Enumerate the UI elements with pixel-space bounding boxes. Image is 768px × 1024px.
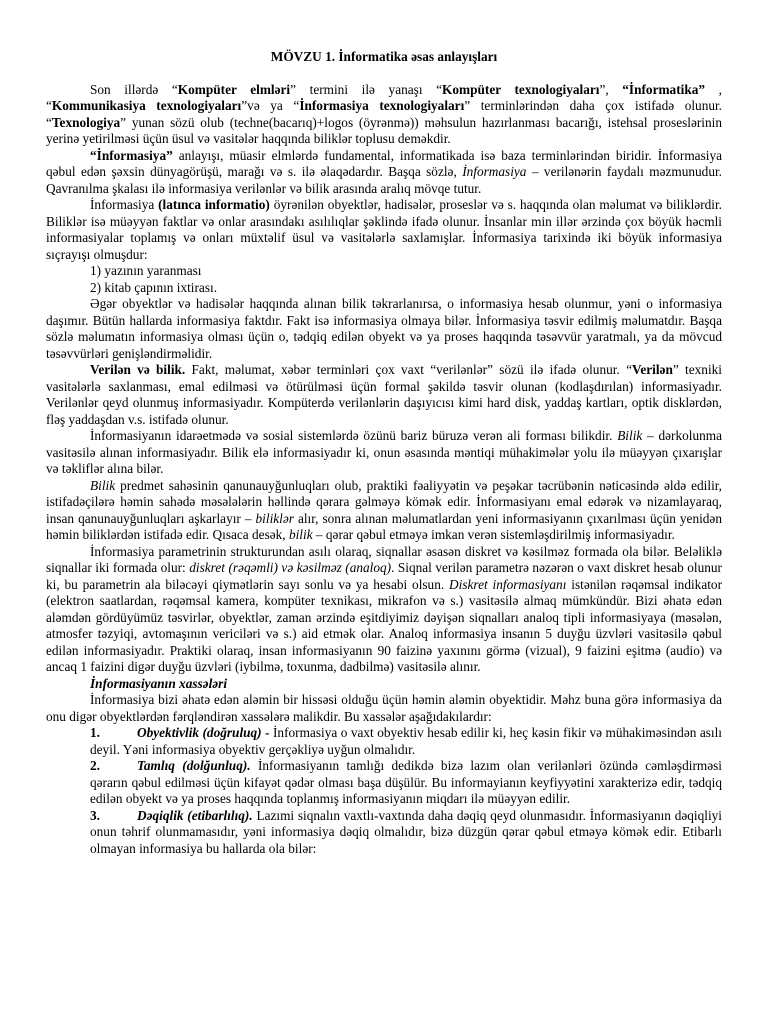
property-item-accuracy [46, 808, 722, 858]
text-run: ” termini ilə yanaşı “ [290, 81, 443, 97]
text-run: öyrənilən obyektlər, hadisələr, proseslər və s. haqqında olan məlumat və biliklərdir. Biliklər isə müəyyən faktlar və onlar arasındakı asılılıqlar şəklində ifadə olunur. İnsanlar min illər ərzində çox böyük həcmli informasiyalar toplamış və onları müxtəlif üsul və vasitələrlə saxlamışlar. İnformasiya tarixində iki böyük informasiya sıçrayışı olmuşdur: [46, 197, 722, 262]
text-run: ”, [599, 81, 623, 97]
text-run: istənilən rəqəmsal indikator (elektron saatlardan, rəqəmsal kamera, kompüter texnikası, mikrafon və s.) vasitəsilə almaq mümkündür. Bizi əhatə edən aləmdən gördüyümüz təsvirlər, obyektlər, zaman ərzində eşitdiyimiz dəyişən siqnalları analoq tipli informasiyaya (məsələn, atmosfer təzyiqi, avtomaşının vericiləri və s.) aid etmək olar. Analoq informasiya insanın 5 duyğu üzvləri vasitəsilə qəbul edilən informasiyadır. Praktiki olaraq, insan informasiyanın 90 faizinə yaxınını görmə (vizual), 9 faizini eşitmə (audio) və ancaq 1 faizini digər duyğu üzvləri (iybilmə, toxunma, dadbilmə) vasitəsilə alınır. [46, 576, 722, 674]
text-run: ” texniki vasitələrlə saxlanması, emal edilməsi və ötürülməsi üçün formal şəkildə təsvir olunan (kodlaşdırılan) informasiyadır. Verilənlər qeyd olunmuş informasiyadır. Kompüterdə verilənlərin daşıyıcısı kimi hard disk, yaddaş kartları, optik disklərdən, fləş yaddaşdan v.s. istifadə olunur. [46, 362, 722, 427]
text-run: Lazımi siqnalın vaxtlı-vaxtında daha dəqiq qeyd olunmasıdır. İnformasiyanın dəqiqliyi onun təhrif olunmamasıdır, yəni informasiya dəqiq olmalıdır, bizə düzgün qərar qəbul etməyə kömək edir. Etibarlı olmayan informasiya bu hallarda ola bilər: [90, 807, 722, 856]
text-run: İnformasiyanın idarəetmədə və sosial sistemlərdə özünü bariz büruzə verən ali forması bilikdir. [90, 428, 618, 443]
property-text [90, 758, 722, 806]
paragraph-data-knowledge [46, 362, 722, 428]
list-item-2: 2) kitab çapının ixtirası. [90, 279, 218, 295]
property-item-objectivity [46, 725, 722, 758]
bold-term: Obyektivlik (doğruluq) - [137, 725, 270, 740]
bold-term: Tamlıq (dolğunluq). [137, 758, 251, 773]
bold-term: “İnformasiya” [90, 147, 173, 163]
property-number: 3. [90, 807, 100, 823]
property-text [90, 725, 722, 757]
italic-term: bilik [288, 527, 313, 542]
text-run: alır, sonra alınan məlumatlardan yeni informasiyanın çıxarılması üçün yenidən həmin biliklərdən istifadə edir. Qısaca desək, [46, 510, 722, 542]
property-number: 1. [90, 725, 100, 740]
paragraph-informasiya-definition [46, 197, 722, 263]
paragraph-intro [46, 82, 722, 148]
text-run: İnformasiyanın tamlığı dedikdə bizə lazım olan verilənləri özündə cəmləşdirməsi qərarın qəbul edilməsi üçün kifayət qədər olması başa düşülür. Bu informayianın keyfiyyətini xarakterizə edir, tədqiq edilən obyekt və ya proses haqqında toplanmış informasiyanın miqdarı ilə müəyyən edilir. [90, 758, 722, 806]
paragraph-knowledge-domain [46, 478, 722, 544]
text-run: ” yunan sözü olub (techne(bacarıq)+logos (öyrənmə)) məhsulun hazırlanması bacarığı, istehsal proseslərinin yerinə yetirilməsi üçün üsul və vasitələr haqqında biliklər toplusu deməkdir. [46, 114, 722, 146]
italic-term: Bilik [90, 477, 116, 493]
paragraph-signals [46, 544, 722, 676]
property-number: 2. [90, 758, 100, 773]
bold-term: Dəqiqlik (etibarlılıq). [137, 807, 253, 823]
italic-term: diskret (rəqəmli) və kəsilməz (analoq) [189, 560, 392, 575]
page-title: MÖVZU 1. İnformatika əsas anlayışları [270, 49, 498, 64]
italic-term: Bilik [617, 428, 643, 443]
bold-term: Kommunikasiya texnologiyaları [51, 98, 242, 113]
bold-term: Verilən [631, 362, 673, 377]
italic-term: Diskret informasiyanı [449, 576, 567, 592]
text-run: Fakt, məlumat, xəbər terminləri çox vaxt “verilənlər” sözü ilə ifadə olunur. “ [185, 362, 632, 377]
bold-term: “İnformatika” [622, 81, 706, 97]
bold-term: (latınca informatio) [158, 197, 270, 212]
text-run: – dərkolunma vasitəsilə alınan informasiyadır. Bilik elə informasiyadır ki, onun əsasında məntiqi mühakimələr yolu ilə müəyyən çıxarışlar və təkliflər alına bilər. [46, 428, 722, 476]
property-item-completeness [46, 758, 722, 808]
italic-term: biliklər [255, 510, 294, 526]
text-run: – qərar qəbul etməyə imkan verən sistemləşdirilmiş informasiyadır. [312, 527, 675, 542]
paragraph-properties-intro [46, 692, 722, 725]
section-subheading: İnformasiyanın xassələri [90, 675, 228, 691]
text-run: anlayışı, müasir elmlərdə fundamental, informatikada isə baza terminlərindən biridir. İnformasiya qəbul edən şəxsin dünyagörüşü, marağı və s. ilə əlaqədardır. Başqa sözlə, [46, 147, 722, 179]
bold-term: Kompüter texnologiyaları [442, 81, 600, 97]
list-item-1: 1) yazının yaranması [90, 263, 202, 278]
text-run: ” terminlərindən daha çox istifadə olunur. “ [46, 98, 723, 130]
text-run: İnformasiya [90, 197, 159, 212]
text-run: . Siqnal verilən parametrə nəzərən o vaxt diskret hesab olunur ki, bu parametrin ala biləcəyi qiymətlərin sayı sonlu və ya hesabi olsun. [46, 560, 722, 592]
text-run: – verilənərin faydalı məzmunudur. Qavranılma şkalası ilə informasiya verilənlər və bilik arasında aralıq mövqe tutur. [46, 164, 722, 196]
bold-term: Kompüter elmləri [177, 81, 291, 97]
property-text [90, 808, 722, 856]
italic-term: İnformasiya [462, 164, 527, 179]
text-run: Əgər obyektlər və hadisələr haqqında alınan bilik təkrarlanırsa, o informasiya hesab olunmur, yəni o informasiya daşımır. Bütün hallarda informasiya faktdır. Fakt isə informasiya olmaya bilər. İnformasiya təsvir edilmiş məlumatdır. Başqa sözlə məlumatın informasiya olması üçün o, tədqiq edilən obyekt və ya proses haqqında təsəvvür yaratmalı, ya da mövcud təsəvvürləri genişləndirməlidir. [46, 296, 722, 361]
text-run: ”və ya “ [241, 98, 300, 113]
text-run: Son illərdə “ [90, 81, 178, 97]
bold-term: Texnologiya [51, 114, 121, 130]
bold-term: Verilən və bilik. [90, 362, 186, 377]
text-run: İnformasiya bizi əhatə edən aləmin bir hissəsi olduğu üçün həmin aləmin obyektidir. Məhz buna görə informasiya da onu digər obyektlərdən fərqləndirən xassələrə malikdir. Bu xassələr aşağıdakılardır: [46, 692, 722, 724]
text-run: predmet sahəsinin qanunauyğunluqları olub, praktiki fəaliyyətin və peşəkar təcrübənin nəticəsində əldə edilir, istifadəçilərə həmin sahədə məsələlərin həllində qərara gəlməyə kömək edir. İnformasiyanı emal edərək və nizamlayaraq, insan qanunauyğunluqları aşkarlayır – [46, 477, 722, 526]
paragraph-fact [46, 296, 722, 362]
bold-term: İnformasiya texnologiyaları [299, 98, 465, 113]
paragraph-informasiya-concept [46, 148, 722, 198]
paragraph-knowledge [46, 428, 722, 478]
text-run: , “ [46, 81, 722, 113]
text-run: İnformasiya o vaxt obyektiv hesab edilir ki, heç kəsin fikir və mühakiməsindən asılı deyil. Yəni informasiya obyektiv gerçəkliyə uyğun olmalıdır. [90, 725, 722, 757]
text-run: İnformasiya parametrinin strukturundan asılı olaraq, siqnallar əsasən diskret və kəsilməz formada ola bilər. Beləliklə siqnallar iki formada olur: [46, 543, 722, 575]
